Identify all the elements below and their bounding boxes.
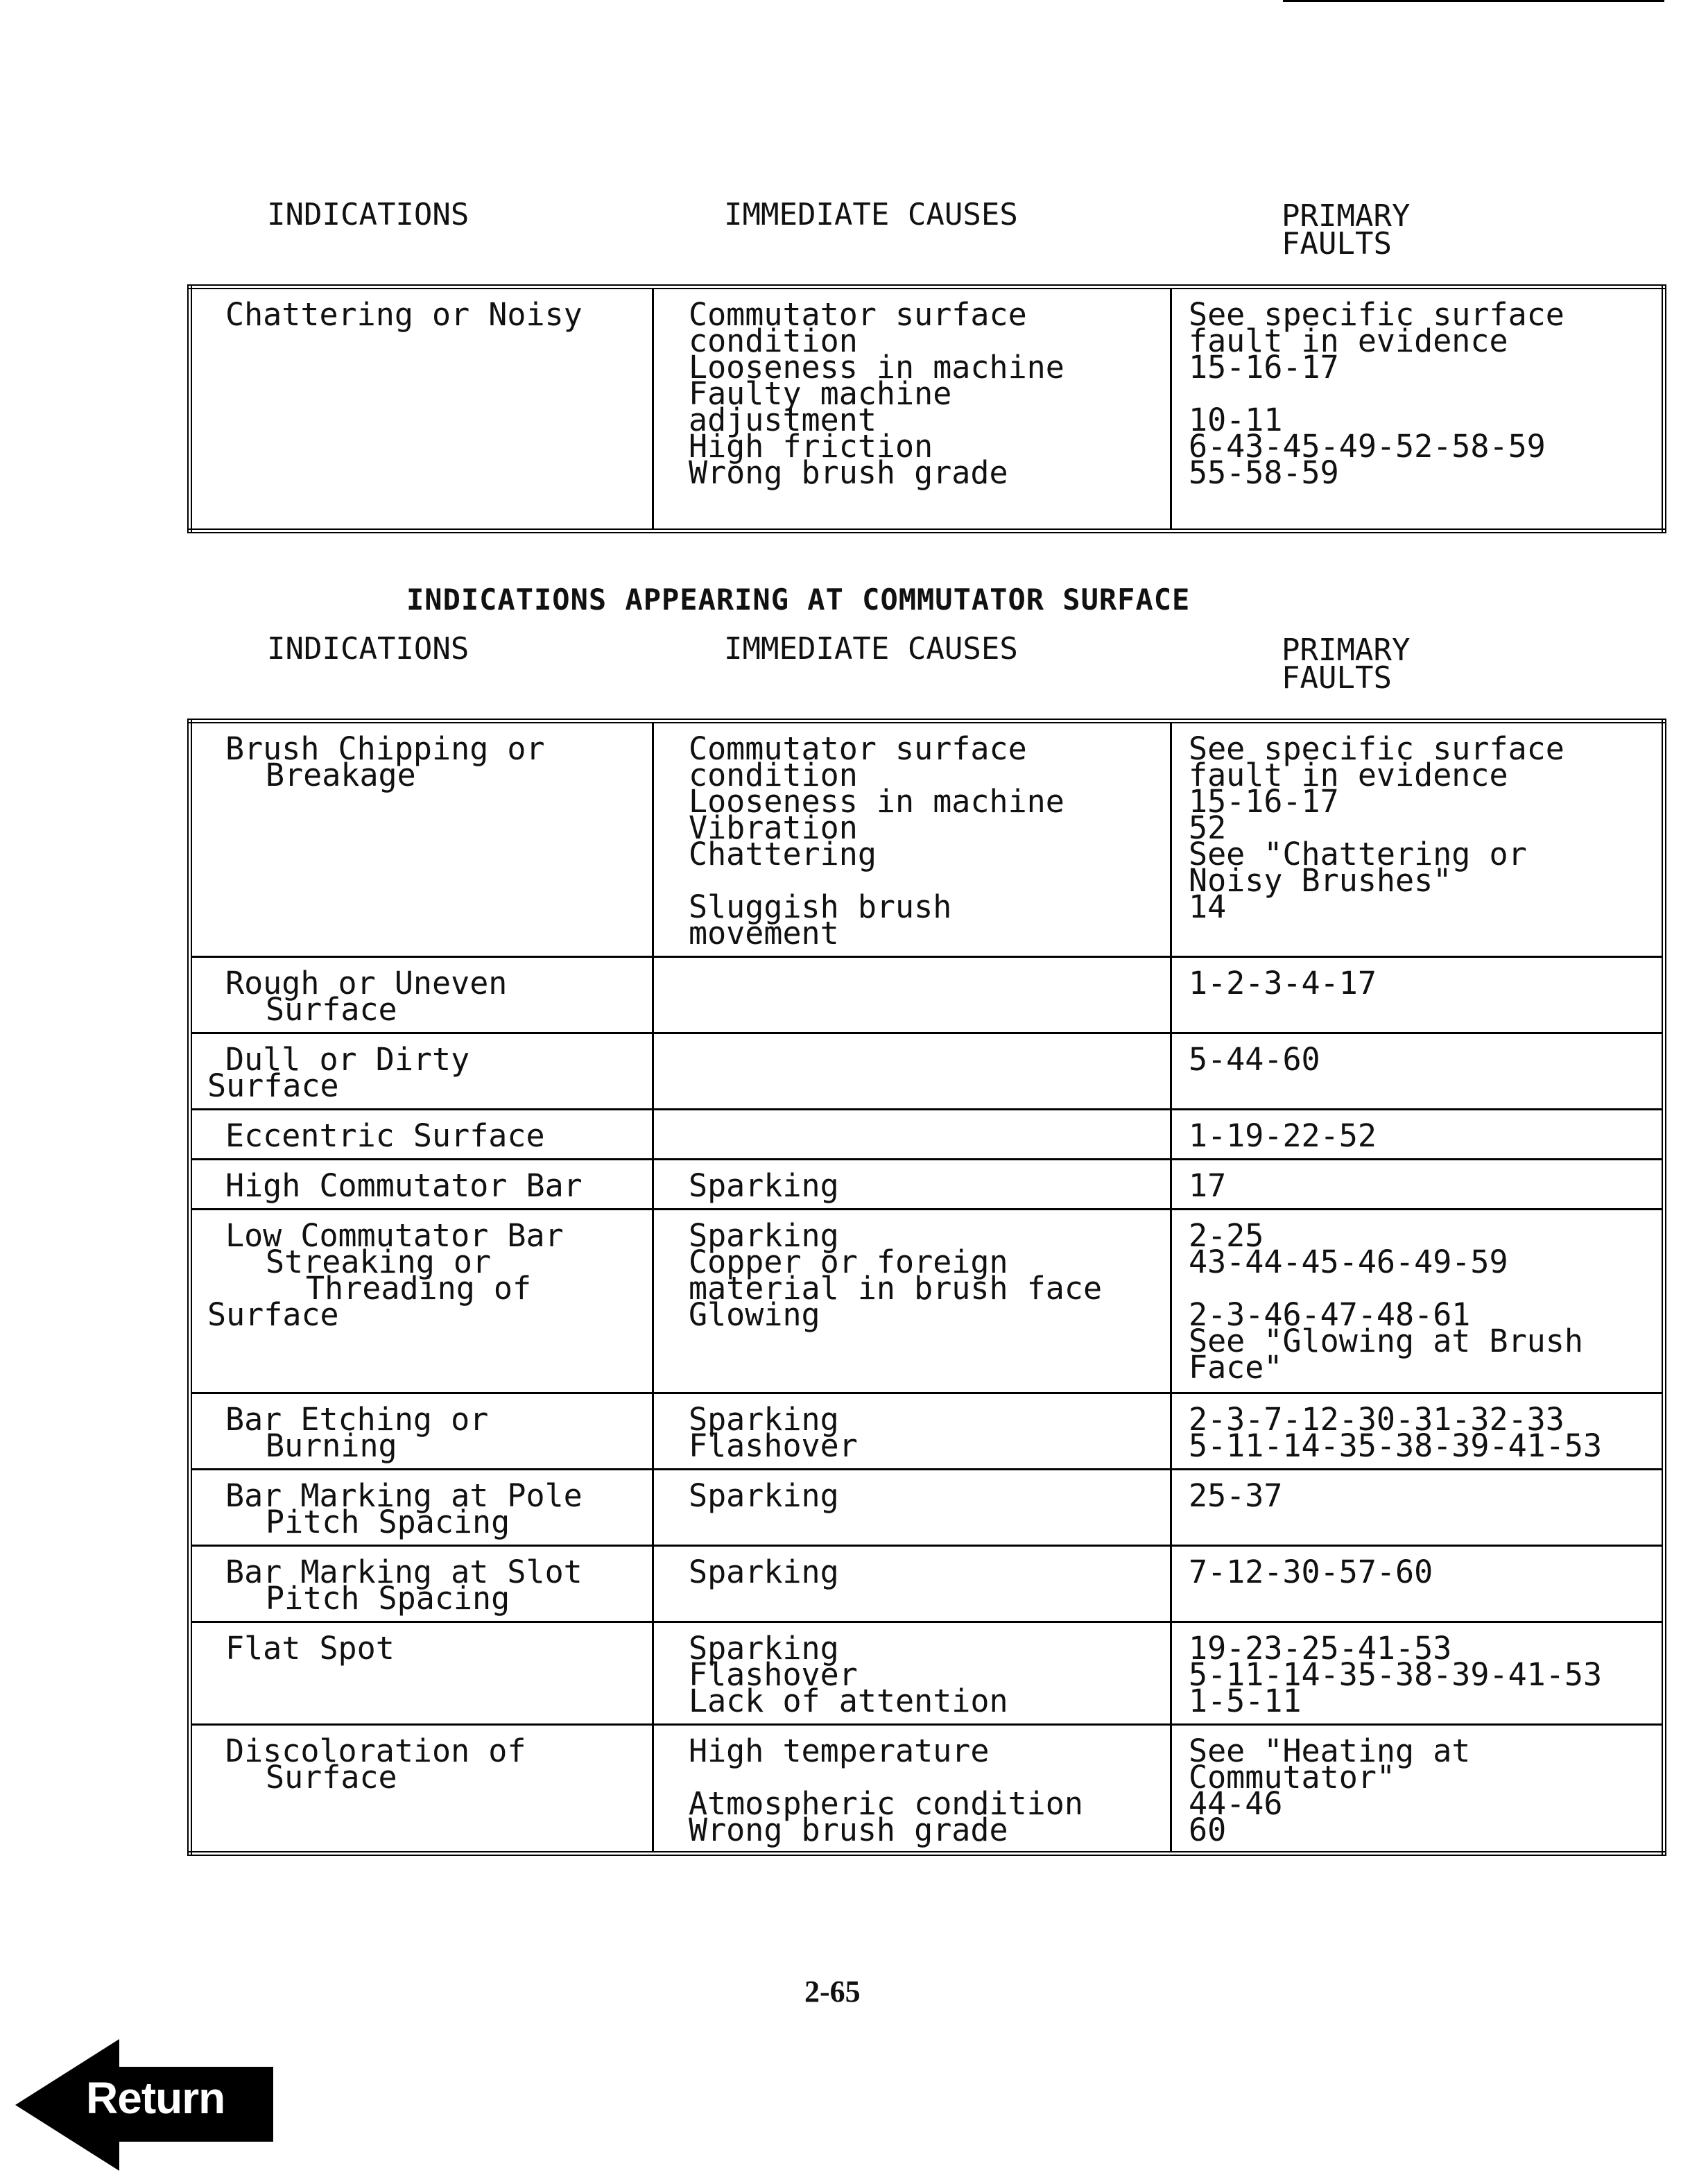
indication-cell: [190, 1622, 653, 1725]
cause-text: High friction: [689, 428, 933, 465]
fault-text: 1-5-11: [1189, 1683, 1302, 1719]
page-number: 2-65: [804, 1975, 861, 2009]
causes-cell: [653, 1210, 1171, 1393]
cause-text: Glowing: [689, 1296, 820, 1333]
table-row: [190, 1725, 1664, 1854]
causes-cell: [653, 287, 1171, 531]
indication-text: Surface: [266, 991, 397, 1028]
indication-cell: [190, 287, 653, 531]
fault-text: 25-37: [1189, 1477, 1283, 1514]
header-indications: INDICATIONS: [267, 197, 469, 232]
indication-text: Surface: [207, 1067, 339, 1104]
table-row: [190, 1546, 1664, 1622]
cause-text: Commutator surface: [689, 730, 1027, 767]
fault-text: 55-58-59: [1189, 454, 1339, 491]
indication-text: High Commutator Bar: [225, 1167, 583, 1204]
fault-text: 14: [1189, 888, 1227, 925]
cause-text: Wrong brush grade: [689, 454, 1008, 491]
cause-text: Copper or foreign: [689, 1244, 1008, 1280]
indication-cell: [190, 1470, 653, 1546]
table-row: [190, 1160, 1664, 1210]
fault-text: 1-2-3-4-17: [1189, 965, 1377, 1001]
cause-text: Sluggish brush: [689, 888, 952, 925]
fault-text: 7-12-30-57-60: [1189, 1554, 1433, 1590]
header-faults: FAULTS: [1282, 660, 1392, 696]
fault-text: Noisy Brushes": [1189, 862, 1452, 899]
cause-text: condition: [689, 757, 858, 793]
fault-text: See "Chattering or: [1189, 836, 1527, 872]
indication-text: Threading of: [306, 1270, 532, 1307]
faults-cell: [1171, 1725, 1664, 1854]
faults-cell: [1171, 287, 1664, 531]
causes-cell: [653, 721, 1171, 957]
table-row: [190, 1622, 1664, 1725]
cause-text: Atmospheric condition: [689, 1785, 1083, 1822]
return-button[interactable]: [15, 2039, 279, 2171]
section-title: INDICATIONS APPEARING AT COMMUTATOR SURFACE: [406, 583, 1191, 617]
causes-cell: [653, 1622, 1171, 1725]
cause-text: material in brush face: [689, 1270, 1103, 1307]
indication-text: Rough or Uneven: [225, 965, 508, 1001]
faults-cell: [1171, 1110, 1664, 1160]
indication-text: Brush Chipping or: [225, 730, 545, 767]
faults-cell: [1171, 1210, 1664, 1393]
fault-text: 1-19-22-52: [1189, 1117, 1377, 1154]
indication-cell: [190, 1546, 653, 1622]
causes-cell: [653, 957, 1171, 1033]
header-immediate-causes: IMMEDIATE CAUSES: [724, 197, 1018, 232]
fault-text: 10-11: [1189, 402, 1283, 438]
header-immediate-causes: IMMEDIATE CAUSES: [724, 631, 1018, 667]
faults-cell: [1171, 1160, 1664, 1210]
cause-text: Sparking: [689, 1217, 839, 1254]
fault-text: See specific surface: [1189, 730, 1564, 767]
fault-text: 44-46: [1189, 1785, 1283, 1822]
fault-text: 2-3-7-12-30-31-32-33: [1189, 1401, 1564, 1438]
table-row: [190, 1110, 1664, 1160]
causes-cell: [653, 1470, 1171, 1546]
cause-text: Sparking: [689, 1167, 839, 1204]
table-row: [190, 1470, 1664, 1546]
table-row: [190, 287, 1664, 531]
fault-text: 5-44-60: [1189, 1041, 1320, 1078]
fault-text: 6-43-45-49-52-58-59: [1189, 428, 1546, 465]
header-indications: INDICATIONS: [267, 631, 469, 667]
fault-text: Face": [1189, 1349, 1283, 1386]
indication-cell: [190, 1110, 653, 1160]
table-row: [190, 1033, 1664, 1110]
top-rule: [1283, 0, 1664, 2]
indication-text: Bar Etching or: [225, 1401, 489, 1438]
cause-text: Sparking: [689, 1554, 839, 1590]
faults-cell: [1171, 957, 1664, 1033]
indication-text: Streaking or: [266, 1244, 492, 1280]
faults-cell: [1171, 1470, 1664, 1546]
table-commutator-surface: [187, 719, 1666, 1856]
fault-text: See "Heating at: [1189, 1732, 1471, 1769]
fault-text: 15-16-17: [1189, 349, 1339, 386]
cause-text: Wrong brush grade: [689, 1812, 1008, 1848]
indication-text: Chattering or Noisy: [225, 296, 583, 333]
fault-text: See specific surface: [1189, 296, 1564, 333]
indication-cell: [190, 1210, 653, 1393]
indication-text: Bar Marking at Pole: [225, 1477, 583, 1514]
cause-text: Vibration: [689, 809, 858, 846]
fault-text: fault in evidence: [1189, 323, 1508, 359]
fault-text: 2-3-46-47-48-61: [1189, 1296, 1471, 1333]
cause-text: Faulty machine: [689, 375, 952, 412]
faults-cell: [1171, 1393, 1664, 1470]
faults-cell: [1171, 1546, 1664, 1622]
indication-text: Surface: [266, 1759, 397, 1796]
cause-text: Flashover: [689, 1427, 858, 1464]
cause-text: Sparking: [689, 1477, 839, 1514]
indication-cell: [190, 957, 653, 1033]
causes-cell: [653, 1110, 1171, 1160]
cause-text: Lack of attention: [689, 1683, 1008, 1719]
table-row: [190, 1393, 1664, 1470]
table-row: [190, 957, 1664, 1033]
indication-cell: [190, 1160, 653, 1210]
indication-text: Surface: [207, 1296, 339, 1333]
indication-text: Bar Marking at Slot: [225, 1554, 583, 1590]
indication-cell: [190, 1393, 653, 1470]
fault-text: fault in evidence: [1189, 757, 1508, 793]
causes-cell: [653, 1725, 1171, 1854]
header-primary: PRIMARY: [1282, 633, 1411, 668]
table-chattering: [187, 284, 1666, 533]
fault-text: 17: [1189, 1167, 1227, 1204]
indication-text: Pitch Spacing: [266, 1504, 510, 1540]
cause-text: Looseness in machine: [689, 783, 1064, 820]
cause-text: Looseness in machine: [689, 349, 1064, 386]
faults-cell: [1171, 721, 1664, 957]
fault-text: 52: [1189, 809, 1227, 846]
indication-cell: [190, 1725, 653, 1854]
cause-text: movement: [689, 915, 839, 952]
faults-cell: [1171, 1033, 1664, 1110]
indication-text: Flat Spot: [225, 1630, 395, 1667]
cause-text: condition: [689, 323, 858, 359]
causes-cell: [653, 1033, 1171, 1110]
indication-text: Burning: [266, 1427, 397, 1464]
indication-text: Pitch Spacing: [266, 1580, 510, 1617]
fault-text: 43-44-45-46-49-59: [1189, 1244, 1508, 1280]
fault-text: 19-23-25-41-53: [1189, 1630, 1452, 1667]
fault-text: See "Glowing at Brush: [1189, 1323, 1583, 1359]
header-faults: FAULTS: [1282, 226, 1392, 261]
fault-text: 15-16-17: [1189, 783, 1339, 820]
fault-text: 2-25: [1189, 1217, 1264, 1254]
cause-text: Sparking: [689, 1630, 839, 1667]
indication-text: Eccentric Surface: [225, 1117, 545, 1154]
causes-cell: [653, 1546, 1171, 1622]
cause-text: Chattering: [689, 836, 877, 872]
fault-text: 5-11-14-35-38-39-41-53: [1189, 1656, 1603, 1693]
causes-cell: [653, 1393, 1171, 1470]
cause-text: Flashover: [689, 1656, 858, 1693]
cause-text: Commutator surface: [689, 296, 1027, 333]
table-row: [190, 1210, 1664, 1393]
faults-cell: [1171, 1622, 1664, 1725]
cause-text: Sparking: [689, 1401, 839, 1438]
table-row: [190, 721, 1664, 957]
indication-cell: [190, 721, 653, 957]
fault-text: 5-11-14-35-38-39-41-53: [1189, 1427, 1603, 1464]
fault-text: 60: [1189, 1812, 1227, 1848]
header-primary: PRIMARY: [1282, 198, 1411, 234]
indication-text: Dull or Dirty: [225, 1041, 470, 1078]
indication-text: Breakage: [266, 757, 416, 793]
indication-text: Discoloration of: [225, 1732, 526, 1769]
cause-text: adjustment: [689, 402, 877, 438]
cause-text: High temperature: [689, 1732, 990, 1769]
indication-text: Low Commutator Bar: [225, 1217, 564, 1254]
indication-cell: [190, 1033, 653, 1110]
causes-cell: [653, 1160, 1171, 1210]
fault-text: Commutator": [1189, 1759, 1396, 1796]
return-label: Return: [86, 2073, 225, 2123]
